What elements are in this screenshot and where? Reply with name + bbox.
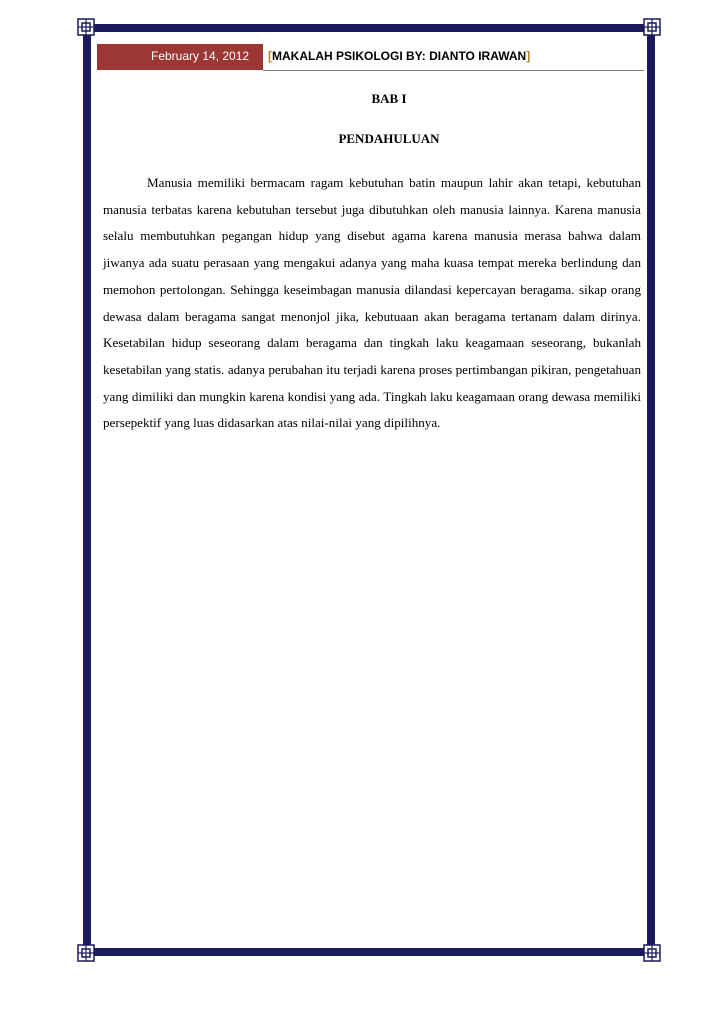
bracket-close: ] bbox=[526, 49, 531, 63]
corner-ornament-bottom-left bbox=[77, 944, 95, 962]
header-date-box bbox=[97, 44, 263, 70]
header-title: MAKALAH PSIKOLOGI BY: DIANTO IRAWAN bbox=[272, 49, 527, 63]
page-border bbox=[83, 24, 655, 956]
body-paragraph: Manusia memiliki bermacam ragam kebutuhan batin maupun lahir akan tetapi, kebutuhan manusia terbatas karena kebutuhan tersebut juga dibutuhkan oleh manusia lainnya. Karena manusia selalu membutuhkan pegangan hidup yang disebut agama karena manusia merasa bahwa dalam jiwanya ada suatu perasaan yang mengakui adanya yang maha kuasa tempat mereka berlindung dan memohon pertolongan. Sehingga keseimbagan manusia dilandasi kepercayan beragama. sikap orang dewasa dalam beragama sangat menonjol jika, kebutuaan akan beragama tertanam dalam dirinya. Kesetabilan hidup seseorang dalam beragama dan tingkah laku keagamaan seseorang, bukanlah kesetabilan yang statis. adanya perubahan itu terjadi karena proses pertimbangan pikiran, pengetahuan yang dimiliki dan mungkin karena kondisi yang ada. Tingkah laku keagamaan orang dewasa memiliki persepektif yang luas didasarkan atas nilai-nilai yang dipilihnya. bbox=[103, 175, 641, 431]
chapter-title: PENDAHULUAN bbox=[338, 131, 440, 146]
corner-ornament-top-right bbox=[643, 18, 661, 36]
corner-ornament-top-left bbox=[77, 18, 95, 36]
bracket-open: [ bbox=[268, 49, 272, 63]
chapter-number: BAB I bbox=[371, 91, 407, 106]
header-date: February 14, 2012 bbox=[151, 49, 250, 63]
header-title-line bbox=[268, 49, 530, 63]
page-header bbox=[97, 44, 644, 70]
corner-ornament-bottom-right bbox=[643, 944, 661, 962]
header-rule bbox=[263, 70, 644, 71]
